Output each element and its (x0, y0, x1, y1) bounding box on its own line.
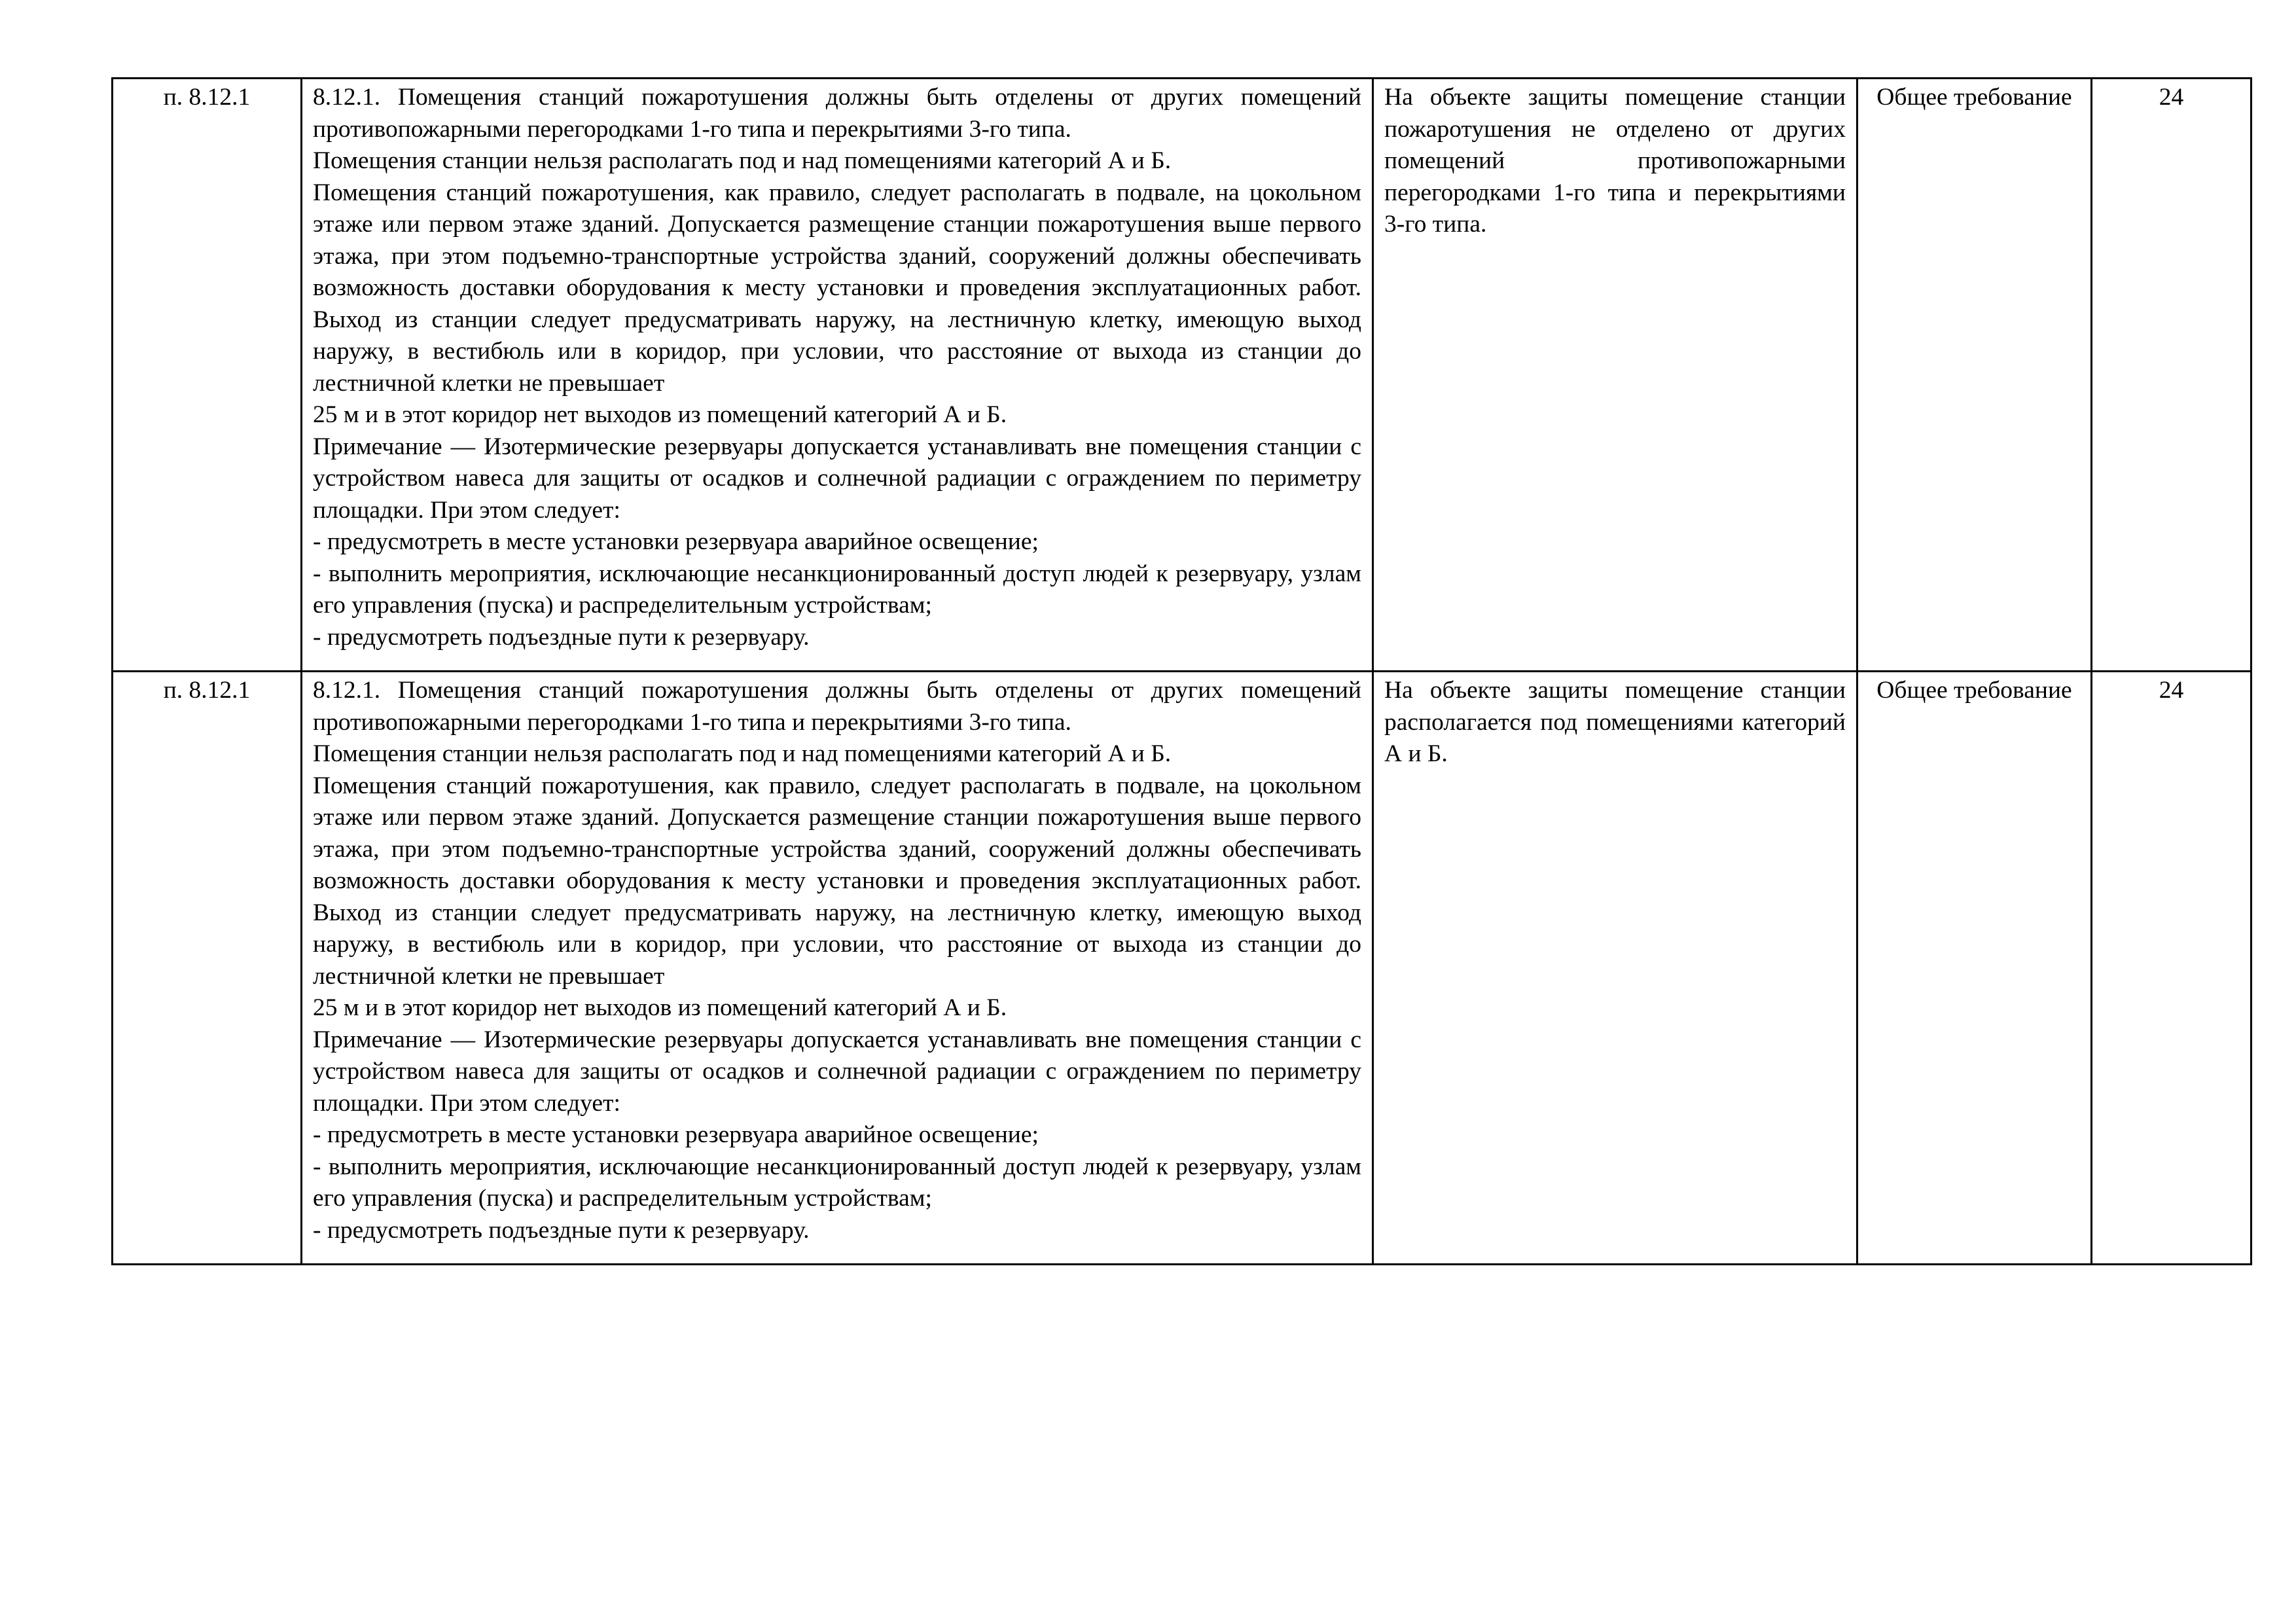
requirement-paragraph: 8.12.1. Помещения станций пожаротушения должны быть отделены от других помещений противопожарными перегородками 1-го типа и перекрытиями 3-го типа. (313, 677, 1361, 736)
requirement-paragraph: 25 м и в этот коридор нет выходов из помещений категорий А и Б. (313, 994, 1007, 1021)
requirement-paragraph: - предусмотреть в месте установки резервуара аварийное освещение; (313, 1121, 1039, 1148)
requirement-paragraph: Помещения станций пожаротушения, как правило, следует располагать в подвале, на цокольном этаже или первом этаже зданий. Допускается размещение станции пожаротушения выше первого этажа, при этом подъемно-транспортные устройства зданий, сооружений должны обеспечивать возможность доставки оборудования к месту установки и проведения эксплуатационных работ. Выход из станции следует предусматривать наружу, на лестничную клетку, имеющую выход наружу, в вестибюль или в коридор, при условии, что расстояние от выхода из станции до лестничной клетки не превышает (313, 179, 1361, 397)
requirement-paragraph: - предусмотреть в месте установки резервуара аварийное освещение; (313, 528, 1039, 555)
clause-reference: п. 8.12.1 (113, 79, 302, 672)
requirement-paragraph: Помещения станции нельзя располагать под и над помещениями категорий А и Б. (313, 147, 1172, 174)
requirements-table (111, 77, 2252, 1265)
requirement-paragraph: 25 м и в этот коридор нет выходов из помещений категорий А и Б. (313, 401, 1007, 428)
requirement-paragraph: Примечание — Изотермические резервуары допускается устанавливать вне помещения станции с устройством навеса для защиты от осадков и солнечной радиации с ограждением по периметру площадки. При этом следует: (313, 433, 1361, 524)
requirement-paragraph: - предусмотреть подъездные пути к резервуару. (313, 623, 810, 651)
item-number: 24 (2092, 672, 2251, 1265)
violation-text: На объекте защиты помещение станции пожаротушения не отделено от других помещений противопожарными перегородками 1-го типа и перекрытиями 3-го типа. (1384, 84, 1846, 238)
requirement-paragraph: - предусмотреть подъездные пути к резервуару. (313, 1216, 810, 1244)
requirement-text (302, 672, 1373, 1265)
table-row (113, 79, 2251, 672)
requirement-text (302, 79, 1373, 672)
table-row (113, 672, 2251, 1265)
requirement-type: Общее требование (1857, 672, 2092, 1265)
clause-reference: п. 8.12.1 (113, 672, 302, 1265)
requirement-paragraph: Примечание — Изотермические резервуары допускается устанавливать вне помещения станции с устройством навеса для защиты от осадков и солнечной радиации с ограждением по периметру площадки. При этом следует: (313, 1026, 1361, 1117)
item-number: 24 (2092, 79, 2251, 672)
violation-description (1373, 79, 1857, 672)
requirement-paragraph: - выполнить мероприятия, исключающие несанкционированный доступ людей к резервуару, узлам его управления (пуска) и распределительным устройствам; (313, 560, 1361, 619)
requirement-paragraph: 8.12.1. Помещения станций пожаротушения должны быть отделены от других помещений противопожарными перегородками 1-го типа и перекрытиями 3-го типа. (313, 84, 1361, 143)
requirement-type: Общее требование (1857, 79, 2092, 672)
requirement-paragraph: - выполнить мероприятия, исключающие несанкционированный доступ людей к резервуару, узлам его управления (пуска) и распределительным устройствам; (313, 1153, 1361, 1212)
requirement-paragraph: Помещения станций пожаротушения, как правило, следует располагать в подвале, на цокольном этаже или первом этаже зданий. Допускается размещение станции пожаротушения выше первого этажа, при этом подъемно-транспортные устройства зданий, сооружений должны обеспечивать возможность доставки оборудования к месту установки и проведения эксплуатационных работ. Выход из станции следует предусматривать наружу, на лестничную клетку, имеющую выход наружу, в вестибюль или в коридор, при условии, что расстояние от выхода из станции до лестничной клетки не превышает (313, 772, 1361, 990)
requirement-paragraph: Помещения станции нельзя располагать под и над помещениями категорий А и Б. (313, 740, 1172, 767)
violation-description (1373, 672, 1857, 1265)
violation-text: На объекте защиты помещение станции располагается под помещениями категорий А и Б. (1384, 677, 1846, 767)
